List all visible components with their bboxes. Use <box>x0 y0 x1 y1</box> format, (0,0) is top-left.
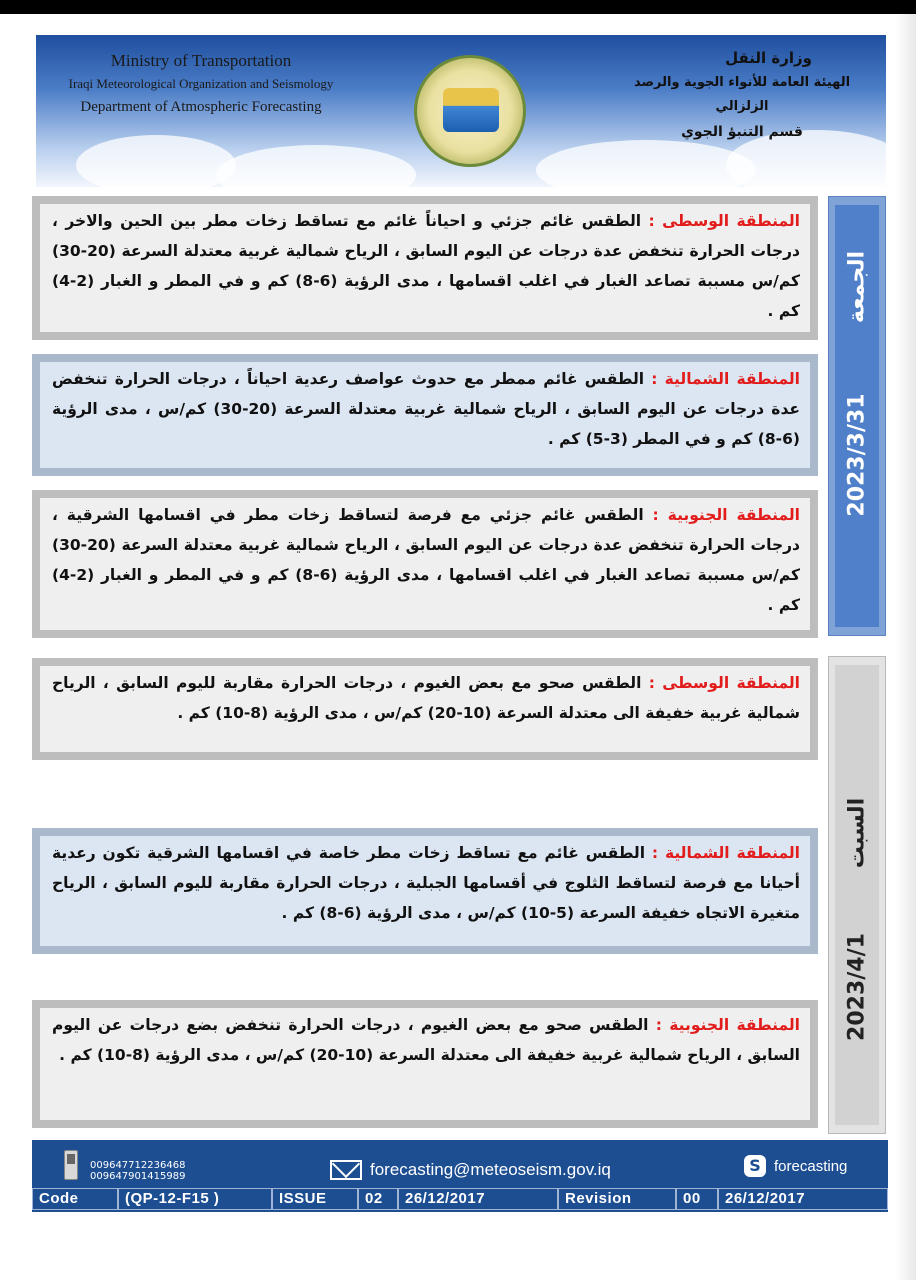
right-edge-shadow <box>896 14 916 1280</box>
ministry-name-ar: وزارة النقل <box>725 49 812 67</box>
contact-bar <box>32 1140 888 1186</box>
forecast-text <box>40 836 810 946</box>
code-value: (QP-12-F15 ) <box>118 1188 272 1210</box>
issue-label: ISSUE <box>272 1188 358 1210</box>
region-label: المنطقة الشمالية : <box>651 844 800 862</box>
ministry-name-en: Ministry of Transportation <box>110 51 292 70</box>
organization-logo <box>414 55 526 167</box>
issue-number: 02 <box>358 1188 398 1210</box>
phone-number: 009647712236468 <box>90 1160 186 1171</box>
day-date: 2023/4/1 <box>844 933 870 1041</box>
forecast-body: الطقس غائم مع تساقط زخات مطر خاصة في اقسامها الشرقية تكون رعدية أحيانا مع فرصة لتساقط الثلوج في أقسامها الجبلية ، درجات الحرارة مقاربة لليوم السابق ، الرياح متغيرة الاتجاه خفيفة السرعة (5-10) كم/س ، مدى الرؤية (6-8) كم . <box>52 844 800 922</box>
region-label: المنطقة الوسطى : <box>648 674 800 692</box>
day-name: السبت <box>844 797 870 869</box>
department-name-en: Department of Atmospheric Forecasting <box>80 99 322 115</box>
skype-handle[interactable]: forecasting <box>774 1158 848 1175</box>
day-tab-saturday <box>828 656 886 1134</box>
mobile-phone-icon <box>64 1150 78 1180</box>
day-name: الجمعة <box>844 250 870 324</box>
cloud-decoration <box>76 135 236 187</box>
header-banner <box>36 35 886 187</box>
cloud-decoration <box>536 140 756 187</box>
issue-date: 26/12/2017 <box>398 1188 558 1210</box>
skype-icon: S <box>744 1155 766 1177</box>
forecast-text <box>40 1008 810 1120</box>
forecast-body: الطقس صحو مع بعض الغيوم ، درجات الحرارة مقاربة لليوم السابق ، الرياح شمالية غربية خفيفة الى معتدلة السرعة (10-20) كم/س ، مدى الرؤية (8-10) كم . <box>52 674 800 722</box>
envelope-icon <box>330 1160 362 1180</box>
forecast-text <box>40 666 810 752</box>
forecast-box-central <box>32 196 818 340</box>
organization-name-ar: الهيئة العامة للأنواء الجوية والرصد الزلزالي <box>633 75 851 114</box>
forecast-body: الطقس غائم جزئي و احياناً غائم مع تساقط زخات مطر بين الحين والاخر ، درجات الحرارة تنخفض عدة درجات عن اليوم السابق ، الرياح شمالية غربية معتدلة السرعة (20-30) كم/س مسببة تصاعد الغبار في اغلب اقسامها ، مدى الرؤية (6-8) كم و في المطر و الغبار (2-4) كم . <box>52 212 800 320</box>
top-black-bar <box>0 0 916 14</box>
code-label: Code <box>32 1188 118 1210</box>
organization-name-en: Iraqi Meteorological Organization and Seismology <box>68 76 334 91</box>
day-date: 2023/3/31 <box>844 393 870 517</box>
email-address[interactable]: forecasting@meteoseism.gov.iq <box>370 1160 611 1179</box>
forecast-box-central <box>32 658 818 760</box>
department-name-ar: قسم التنبؤ الجوي <box>681 124 803 140</box>
english-heading <box>36 49 366 119</box>
phone-numbers <box>90 1160 185 1182</box>
region-label: المنطقة الشمالية : <box>651 370 800 388</box>
footer <box>32 1140 888 1212</box>
forecast-body: الطقس غائم جزئي مع فرصة لتساقط زخات مطر في اقسامها الشرقية ، درجات الحرارة تنخفض عدة درجات عن اليوم السابق ، الرياح شمالية غربية معتدلة السرعة (20-30) كم/س مسببة تصاعد الغبار في اغلب اقسامها ، مدى الرؤية (6-8) كم و في المطر و الغبار (2-4) كم . <box>52 506 800 614</box>
revision-number: 00 <box>676 1188 718 1210</box>
forecast-box-south <box>32 1000 818 1128</box>
region-label: المنطقة الوسطى : <box>648 212 800 230</box>
forecast-text <box>40 362 810 468</box>
forecast-text <box>40 498 810 630</box>
forecast-text <box>40 204 810 332</box>
logo-sun-sea-icon <box>443 88 499 132</box>
forecast-box-north <box>32 354 818 476</box>
phone-number: 009647901415989 <box>90 1171 186 1182</box>
region-label: المنطقة الجنوبية : <box>652 506 800 524</box>
region-label: المنطقة الجنوبية : <box>655 1016 800 1034</box>
revision-label: Revision <box>558 1188 676 1210</box>
forecast-body: الطقس صحو مع بعض الغيوم ، درجات الحرارة تنخفض بضع درجات عن اليوم السابق ، الرياح شمالية غربية خفيفة الى معتدلة السرعة (10-20) كم/س ، مدى الرؤية (8-10) كم . <box>52 1016 800 1064</box>
arabic-heading <box>612 45 872 145</box>
document-code-row <box>32 1188 888 1210</box>
forecast-box-north <box>32 828 818 954</box>
day-tab-friday <box>828 196 886 636</box>
cloud-decoration <box>216 145 416 187</box>
forecast-body: الطقس غائم ممطر مع حدوث عواصف رعدية احياناً ، درجات الحرارة تنخفض عدة درجات عن اليوم السابق ، الرياح شمالية غربية معتدلة السرعة (20-30) كم/س ، مدى الرؤية (6-8) كم و في المطر (3-5) كم . <box>52 370 800 448</box>
forecast-box-south <box>32 490 818 638</box>
revision-date: 26/12/2017 <box>718 1188 888 1210</box>
